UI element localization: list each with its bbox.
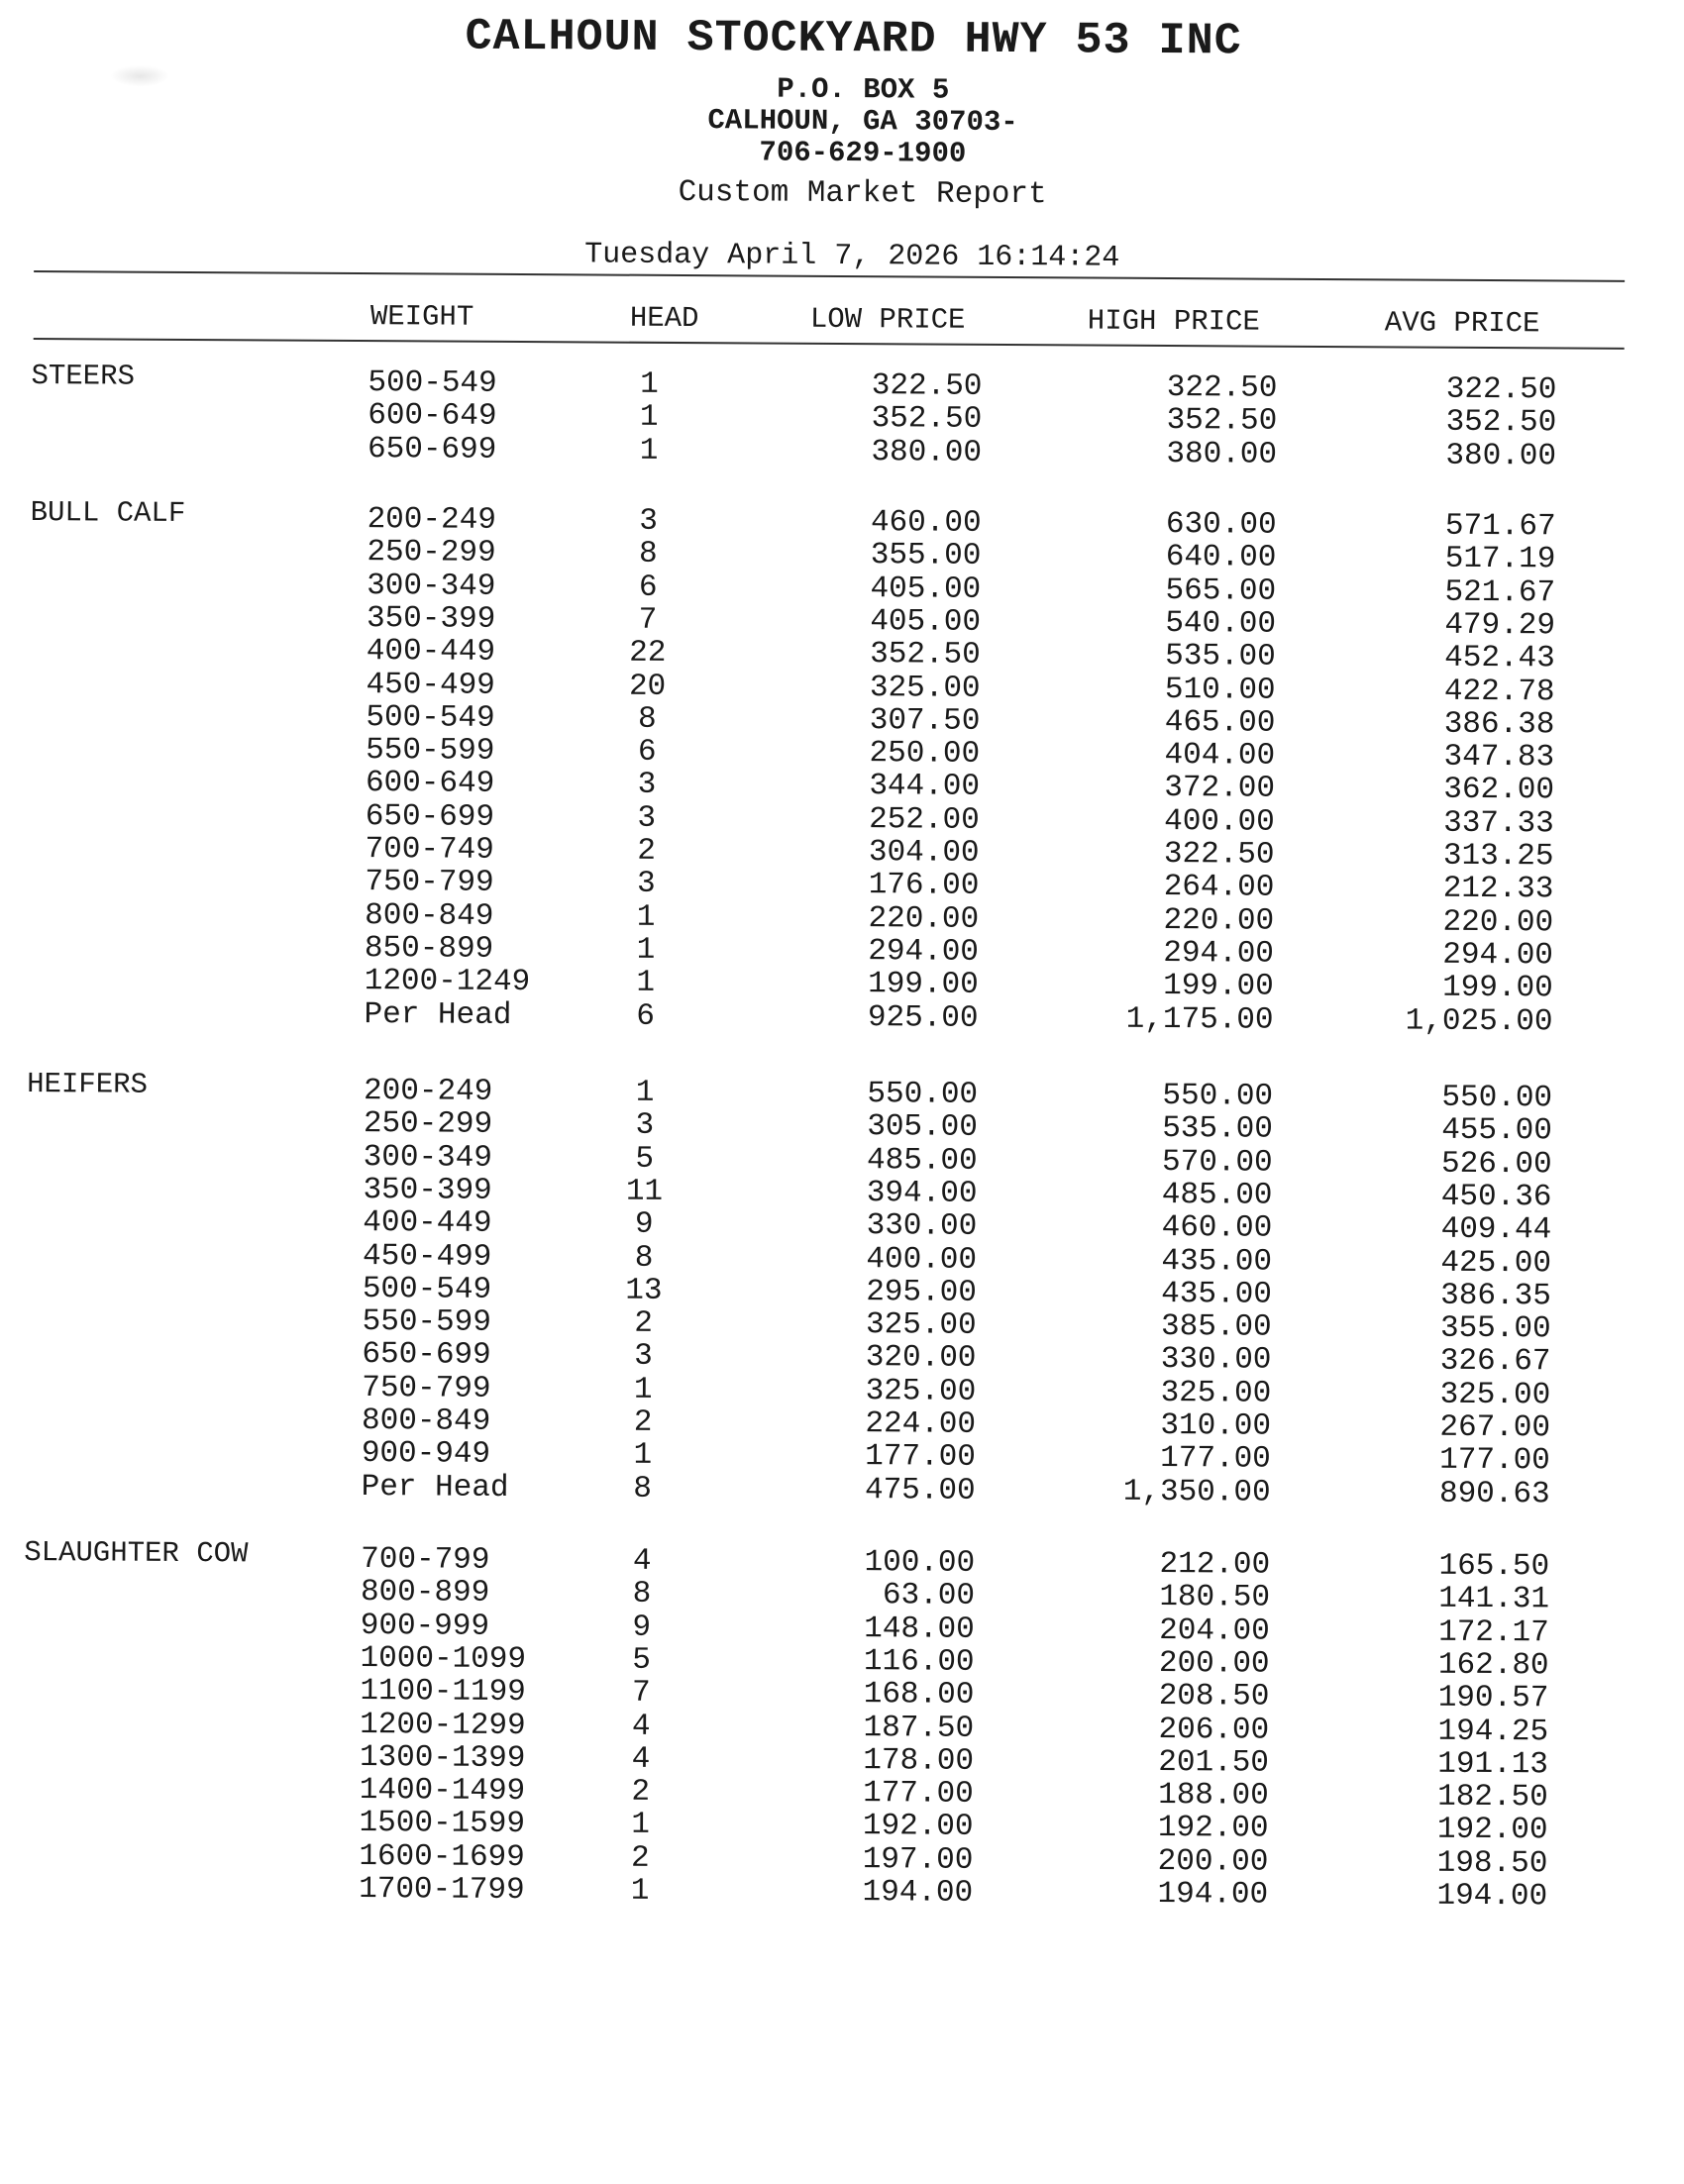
weight-cell: 300-349: [363, 1139, 493, 1176]
high-price-cell: 177.00: [1160, 1441, 1271, 1477]
head-cell: 1: [630, 1873, 650, 1909]
head-cell: 1: [633, 1438, 653, 1474]
weight-cell: 1700-1799: [359, 1872, 525, 1909]
head-cell: 3: [637, 800, 657, 836]
weight-cell: 350-399: [366, 600, 496, 637]
head-cell: 3: [636, 867, 656, 902]
section-label: HEIFERS: [27, 1067, 149, 1101]
high-price-cell: 435.00: [1161, 1276, 1272, 1312]
low-price-cell: 199.00: [868, 967, 979, 1003]
weight-cell: 1500-1599: [359, 1806, 526, 1842]
head-cell: 13: [625, 1273, 663, 1308]
column-header-head: HEAD: [629, 301, 699, 336]
weight-cell: 900-999: [360, 1608, 490, 1644]
head-cell: 1: [636, 899, 656, 935]
head-cell: 2: [630, 1840, 650, 1876]
head-cell: 6: [636, 998, 655, 1034]
weight-cell: 800-849: [365, 897, 494, 934]
report-title: Custom Market Report: [678, 174, 1047, 213]
high-price-cell: 294.00: [1163, 935, 1275, 972]
avg-price-cell: 550.00: [1441, 1080, 1553, 1116]
weight-cell: 250-299: [367, 535, 496, 572]
avg-price-cell: 425.00: [1440, 1245, 1552, 1281]
avg-price-cell: 194.25: [1437, 1714, 1549, 1749]
high-price-cell: 180.50: [1159, 1580, 1271, 1615]
avg-price-cell: 380.00: [1445, 438, 1557, 474]
low-price-cell: 344.00: [869, 769, 981, 805]
avg-price-cell: 352.50: [1445, 405, 1557, 441]
high-price-cell: 404.00: [1164, 738, 1276, 774]
avg-price-cell: 479.29: [1444, 607, 1556, 644]
low-price-cell: 192.00: [862, 1809, 974, 1845]
avg-price-cell: 455.00: [1441, 1113, 1552, 1149]
po-box: P.O. BOX 5: [777, 72, 950, 107]
low-price-cell: 485.00: [866, 1142, 978, 1179]
weight-cell: 450-499: [362, 1238, 492, 1275]
high-price-cell: 1,350.00: [1122, 1474, 1271, 1510]
weight-cell: 650-699: [365, 798, 495, 835]
low-price-cell: 168.00: [863, 1677, 975, 1714]
high-price-cell: 570.00: [1161, 1144, 1273, 1181]
weight-cell: 550-599: [362, 1304, 492, 1340]
low-price-cell: 252.00: [869, 801, 980, 838]
head-cell: 5: [632, 1642, 651, 1678]
head-cell: 8: [634, 1240, 654, 1276]
head-cell: 1: [640, 366, 659, 402]
head-cell: 7: [631, 1675, 651, 1712]
head-cell: 2: [633, 1404, 653, 1440]
avg-price-cell: 386.38: [1443, 706, 1555, 743]
high-price-cell: 192.00: [1157, 1811, 1269, 1847]
weight-cell: 400-449: [366, 634, 496, 671]
low-price-cell: 460.00: [870, 505, 982, 541]
weight-cell: 650-699: [367, 431, 497, 468]
high-price-cell: 200.00: [1157, 1843, 1269, 1880]
avg-price-cell: 313.25: [1442, 838, 1554, 875]
head-cell: 4: [632, 1543, 652, 1579]
avg-price-cell: 190.57: [1437, 1680, 1549, 1716]
low-price-cell: 294.00: [868, 934, 980, 970]
low-price-cell: 194.00: [862, 1875, 974, 1911]
weight-cell: 800-849: [361, 1404, 491, 1439]
low-price-cell: 307.50: [869, 702, 981, 739]
high-price-cell: 540.00: [1165, 605, 1277, 642]
weight-cell: 900-949: [361, 1436, 491, 1473]
head-cell: 8: [638, 537, 658, 572]
high-price-cell: 385.00: [1160, 1309, 1272, 1345]
high-price-cell: 352.50: [1166, 403, 1278, 439]
high-price-cell: 460.00: [1161, 1210, 1273, 1246]
avg-price-cell: 1,025.00: [1405, 1002, 1553, 1039]
avg-price-cell: 191.13: [1437, 1746, 1549, 1783]
avg-price-cell: 337.33: [1443, 805, 1554, 842]
avg-price-cell: 182.50: [1437, 1779, 1548, 1816]
weight-cell: 500-549: [362, 1271, 492, 1307]
avg-price-cell: 325.00: [1439, 1377, 1551, 1413]
weight-cell: 850-899: [364, 930, 494, 967]
avg-price-cell: 322.50: [1445, 371, 1557, 408]
low-price-cell: 177.00: [863, 1776, 974, 1812]
head-cell: 11: [625, 1174, 664, 1209]
avg-price-cell: 450.36: [1440, 1179, 1552, 1215]
avg-price-cell: 362.00: [1443, 773, 1555, 808]
high-price-cell: 310.00: [1160, 1407, 1272, 1444]
weight-cell: Per Head: [364, 996, 512, 1033]
section-label: SLAUGHTER COW: [24, 1535, 249, 1571]
weight-cell: 1600-1699: [359, 1838, 525, 1875]
high-price-cell: 200.00: [1158, 1645, 1270, 1682]
phone-number: 706-629-1900: [759, 136, 967, 170]
low-price-cell: 148.00: [864, 1611, 975, 1647]
column-header-high-price: HIGH PRICE: [1087, 304, 1260, 339]
weight-cell: 700-799: [361, 1542, 490, 1578]
weight-cell: 300-349: [367, 568, 496, 604]
weight-cell: 200-249: [363, 1074, 493, 1109]
weight-cell: 1100-1199: [360, 1674, 526, 1711]
weight-cell: 500-549: [366, 699, 495, 736]
avg-price-cell: 165.50: [1438, 1548, 1550, 1585]
weight-cell: 500-549: [368, 365, 497, 401]
weight-cell: 600-649: [368, 398, 497, 435]
avg-price-cell: 386.35: [1440, 1278, 1551, 1314]
avg-price-cell: 199.00: [1442, 970, 1553, 1006]
high-price-cell: 188.00: [1158, 1778, 1269, 1814]
high-price-cell: 1,175.00: [1125, 1001, 1274, 1038]
high-price-cell: 400.00: [1164, 803, 1275, 840]
weight-cell: 400-449: [363, 1205, 492, 1242]
high-price-cell: 372.00: [1164, 771, 1276, 807]
section-label: BULL CALF: [30, 495, 186, 530]
low-price-cell: 177.00: [865, 1439, 976, 1476]
high-price-cell: 510.00: [1164, 672, 1276, 708]
head-cell: 3: [639, 503, 659, 539]
avg-price-cell: 172.17: [1438, 1614, 1549, 1650]
avg-price-cell: 294.00: [1442, 937, 1554, 974]
head-cell: 9: [632, 1610, 652, 1645]
high-price-cell: 206.00: [1158, 1712, 1270, 1748]
low-price-cell: 400.00: [866, 1241, 978, 1278]
head-cell: 8: [632, 1577, 652, 1612]
high-price-cell: 535.00: [1165, 639, 1276, 675]
column-header-avg-price: AVG PRICE: [1384, 306, 1540, 341]
report-date: Tuesday April 7, 2026 16:14:24: [584, 238, 1120, 275]
avg-price-cell: 452.43: [1444, 640, 1555, 676]
low-price-cell: 405.00: [870, 571, 982, 607]
weight-cell: 1200-1299: [360, 1707, 526, 1743]
low-price-cell: 475.00: [864, 1472, 976, 1508]
avg-price-cell: 517.19: [1444, 542, 1556, 577]
head-cell: 4: [631, 1741, 651, 1777]
head-cell: 22: [629, 635, 667, 672]
low-price-cell: 63.00: [882, 1578, 976, 1614]
column-header-low-price: LOW PRICE: [809, 302, 966, 337]
high-price-cell: 550.00: [1162, 1078, 1274, 1114]
low-price-cell: 116.00: [863, 1644, 975, 1680]
low-price-cell: 178.00: [863, 1742, 975, 1779]
avg-price-cell: 192.00: [1436, 1813, 1548, 1848]
city-address: CALHOUN, GA 30703-: [707, 104, 1018, 140]
head-cell: 8: [633, 1471, 653, 1507]
low-price-cell: 320.00: [865, 1340, 977, 1377]
avg-price-cell: 212.33: [1442, 872, 1554, 907]
head-cell: 1: [633, 1372, 653, 1407]
high-price-cell: 485.00: [1161, 1177, 1273, 1213]
low-price-cell: 405.00: [870, 604, 982, 640]
avg-price-cell: 194.00: [1436, 1878, 1548, 1915]
head-cell: 9: [634, 1206, 654, 1243]
avg-price-cell: 198.50: [1436, 1845, 1548, 1882]
low-price-cell: 304.00: [868, 835, 980, 871]
low-price-cell: 380.00: [871, 434, 983, 470]
header-rule-bottom: [34, 338, 1625, 350]
low-price-cell: 224.00: [865, 1406, 977, 1442]
weight-cell: 700-749: [365, 832, 494, 868]
head-cell: 2: [634, 1305, 654, 1341]
low-price-cell: 325.00: [865, 1307, 977, 1343]
low-price-cell: 197.00: [862, 1841, 974, 1878]
high-price-cell: 380.00: [1166, 436, 1278, 472]
high-price-cell: 204.00: [1159, 1612, 1270, 1649]
weight-cell: 1400-1499: [359, 1773, 526, 1810]
avg-price-cell: 326.67: [1439, 1344, 1551, 1380]
high-price-cell: 212.00: [1159, 1546, 1271, 1583]
section-label: STEERS: [31, 360, 136, 393]
high-price-cell: 640.00: [1165, 540, 1277, 575]
low-price-cell: 394.00: [866, 1176, 978, 1211]
low-price-cell: 220.00: [868, 900, 980, 937]
high-price-cell: 330.00: [1160, 1342, 1272, 1379]
high-price-cell: 465.00: [1164, 704, 1276, 741]
weight-cell: 1200-1249: [364, 964, 531, 1000]
high-price-cell: 565.00: [1165, 572, 1277, 609]
weight-cell: 650-699: [362, 1337, 491, 1374]
head-cell: 1: [639, 433, 659, 468]
low-price-cell: 325.00: [865, 1373, 977, 1409]
avg-price-cell: 526.00: [1440, 1146, 1552, 1182]
avg-price-cell: 177.00: [1439, 1443, 1550, 1479]
low-price-cell: 295.00: [866, 1274, 977, 1310]
weight-cell: 250-299: [363, 1106, 493, 1143]
column-header-weight: WEIGHT: [369, 300, 474, 334]
head-cell: 1: [631, 1808, 650, 1843]
avg-price-cell: 571.67: [1444, 508, 1556, 545]
avg-price-cell: 890.63: [1438, 1476, 1550, 1511]
high-price-cell: 208.50: [1158, 1679, 1270, 1715]
low-price-cell: 187.50: [863, 1710, 975, 1746]
high-price-cell: 220.00: [1163, 902, 1275, 939]
low-price-cell: 352.50: [871, 401, 983, 438]
head-cell: 1: [636, 965, 656, 1001]
weight-cell: 750-799: [362, 1370, 491, 1406]
avg-price-cell: 409.44: [1440, 1211, 1552, 1248]
head-cell: 6: [637, 734, 657, 770]
head-cell: 2: [637, 833, 656, 869]
low-price-cell: 100.00: [864, 1545, 976, 1581]
head-cell: 7: [638, 602, 658, 638]
head-cell: 20: [628, 669, 667, 704]
weight-cell: 200-249: [367, 502, 496, 538]
weight-cell: 600-649: [365, 766, 495, 802]
low-price-cell: 250.00: [869, 736, 981, 772]
avg-price-cell: 220.00: [1442, 904, 1554, 940]
avg-price-cell: 267.00: [1439, 1409, 1551, 1446]
head-cell: 8: [637, 701, 657, 737]
head-cell: 1: [635, 1075, 655, 1110]
low-price-cell: 355.00: [870, 538, 982, 574]
high-price-cell: 325.00: [1160, 1375, 1272, 1411]
head-cell: 5: [635, 1141, 655, 1177]
low-price-cell: 305.00: [867, 1109, 978, 1146]
high-price-cell: 194.00: [1157, 1876, 1269, 1913]
avg-price-cell: 162.80: [1437, 1647, 1549, 1684]
low-price-cell: 325.00: [869, 670, 981, 706]
head-cell: 3: [635, 1108, 655, 1144]
high-price-cell: 435.00: [1161, 1243, 1273, 1280]
avg-price-cell: 422.78: [1443, 674, 1555, 709]
head-cell: 6: [638, 570, 658, 605]
head-cell: 1: [639, 400, 659, 436]
high-price-cell: 535.00: [1162, 1111, 1273, 1147]
low-price-cell: 352.50: [870, 637, 981, 674]
avg-price-cell: 521.67: [1444, 574, 1556, 610]
weight-cell: 800-899: [360, 1575, 490, 1612]
head-cell: 4: [631, 1709, 651, 1744]
low-price-cell: 550.00: [867, 1077, 979, 1112]
head-cell: 3: [634, 1339, 653, 1375]
head-cell: 3: [637, 768, 657, 803]
weight-cell: 750-799: [365, 865, 494, 901]
low-price-cell: 176.00: [868, 868, 980, 904]
weight-cell: 1000-1099: [360, 1640, 527, 1677]
weight-cell: 350-399: [363, 1172, 492, 1208]
avg-price-cell: 347.83: [1443, 739, 1555, 776]
avg-price-cell: 141.31: [1438, 1582, 1550, 1617]
high-price-cell: 630.00: [1165, 507, 1277, 543]
avg-price-cell: 355.00: [1439, 1310, 1551, 1347]
head-cell: 2: [631, 1774, 651, 1810]
low-price-cell: 322.50: [871, 368, 983, 404]
weight-cell: 450-499: [366, 667, 495, 703]
low-price-cell: 925.00: [867, 999, 979, 1036]
company-name: CALHOUN STOCKYARD HWY 53 INC: [465, 11, 1242, 67]
high-price-cell: 322.50: [1166, 370, 1278, 406]
weight-cell: 550-599: [366, 733, 495, 769]
head-cell: 1: [636, 932, 656, 968]
weight-cell: 1300-1399: [359, 1739, 526, 1776]
high-price-cell: 201.50: [1158, 1744, 1270, 1781]
low-price-cell: 330.00: [866, 1208, 978, 1245]
weight-cell: Per Head: [361, 1469, 509, 1506]
high-price-cell: 322.50: [1163, 836, 1275, 873]
high-price-cell: 264.00: [1163, 870, 1275, 905]
high-price-cell: 199.00: [1163, 969, 1274, 1004]
